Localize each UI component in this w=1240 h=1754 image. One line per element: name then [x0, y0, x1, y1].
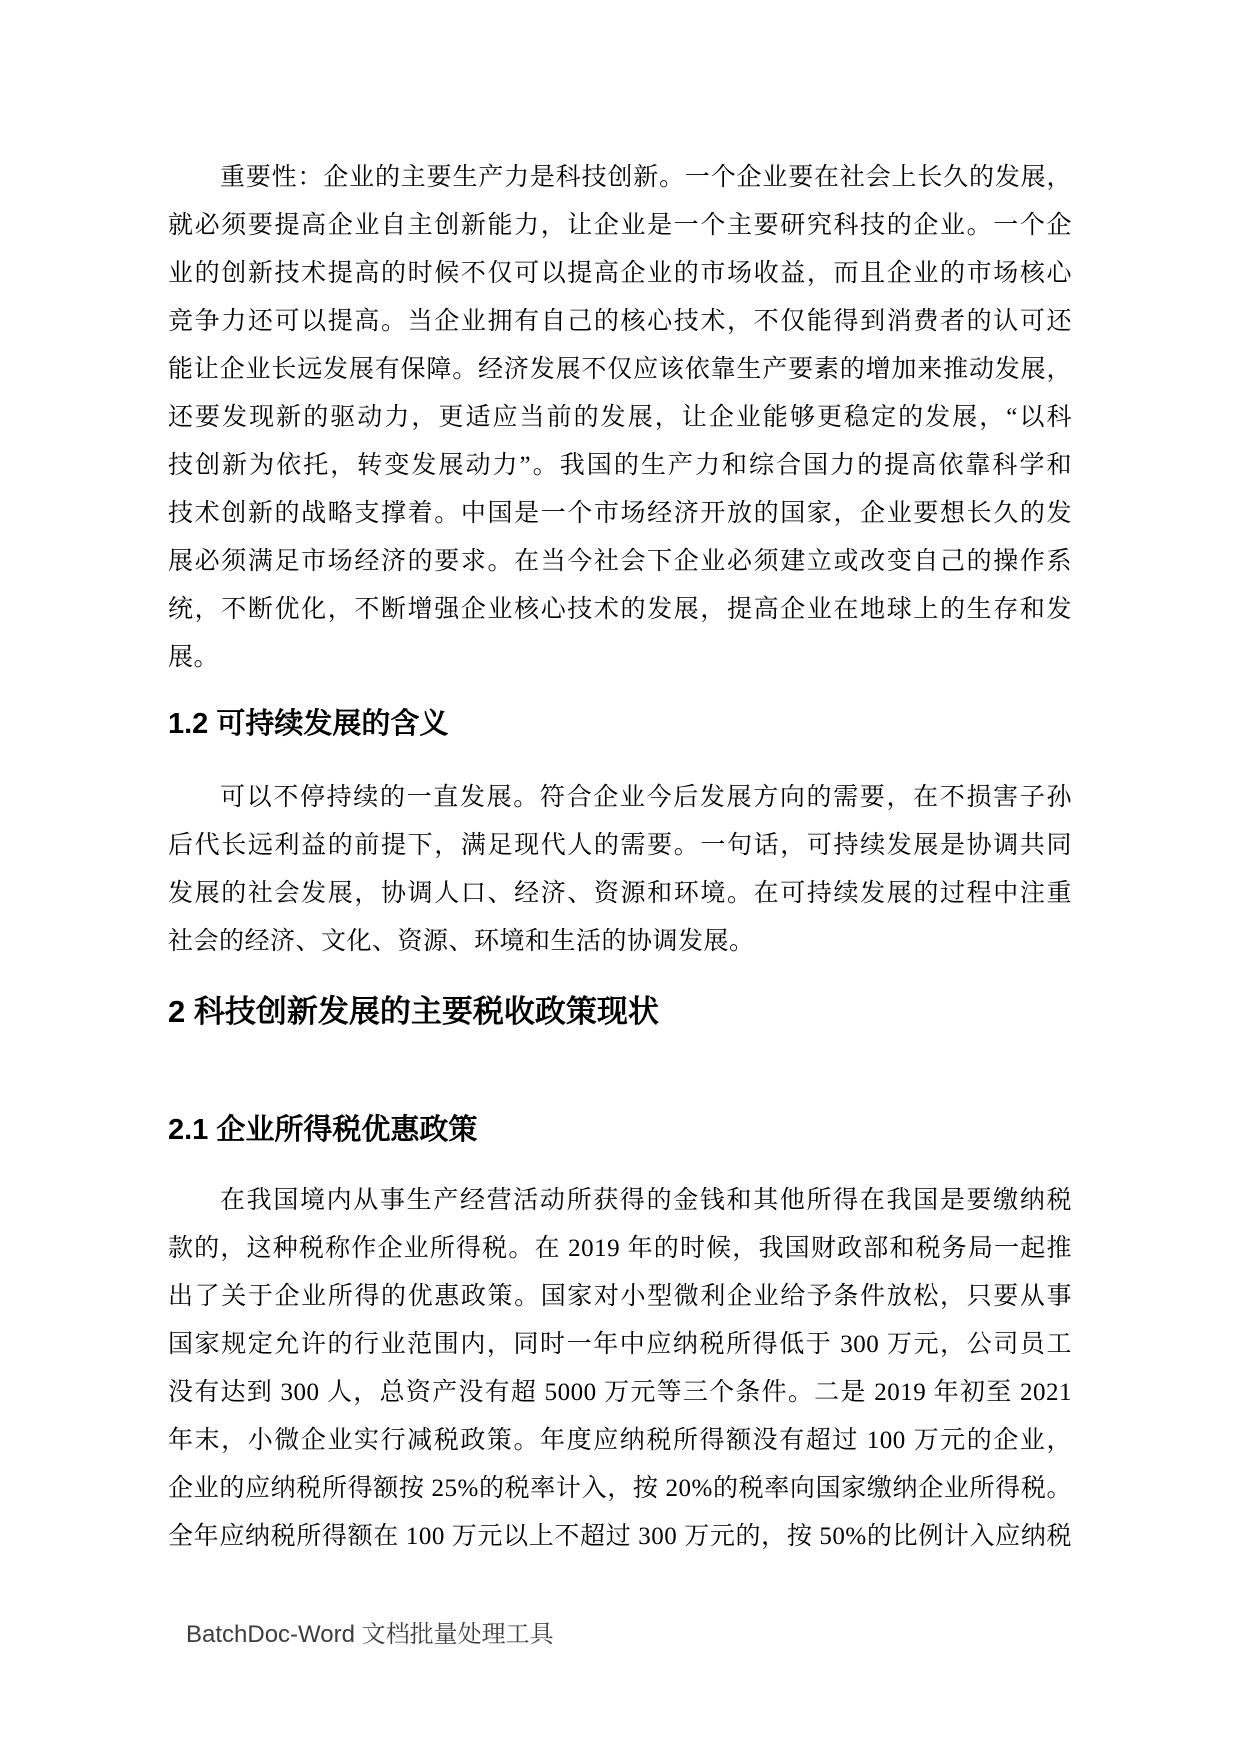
- text-line: 展必须满足市场经济的要求。在当今社会下企业必须建立或改变自己的操作系: [168, 548, 1072, 575]
- text-line: 重要性：企业的主要生产力是科技创新。一个企业要在社会上长久的发展，: [220, 164, 1072, 191]
- text-line: 竞争力还可以提高。当企业拥有自己的核心技术，不仅能得到消费者的认可还: [168, 308, 1072, 335]
- text-line: 没有达到 300 人，总资产没有超 5000 万元等三个条件。二是 2019 年初至 2021: [168, 1379, 1072, 1406]
- text-line: 就必须要提高企业自主创新能力，让企业是一个主要研究科技的企业。一个企: [168, 212, 1072, 239]
- text-line: 款的，这种税称作企业所得税。在 2019 年的时候，我国财政部和税务局一起推: [168, 1235, 1072, 1262]
- text-line: 还要发现新的驱动力，更适应当前的发展，让企业能够更稳定的发展，“以科: [168, 404, 1072, 431]
- text-line: 技术创新的战略支撑着。中国是一个市场经济开放的国家，企业要想长久的发: [168, 500, 1072, 527]
- text-line: 发展的社会发展，协调人口、经济、资源和环境。在可持续发展的过程中注重: [168, 880, 1072, 907]
- paragraph-sustainable-meaning: [168, 774, 1072, 966]
- text-line: 年末，小微企业实行减税政策。年度应纳税所得额没有超过 100 万元的企业，: [168, 1427, 1072, 1454]
- heading-1-2-sustainable-development: 1.2 可持续发展的含义: [168, 708, 449, 740]
- text-line: 社会的经济、文化、资源、环境和生活的协调发展。: [168, 928, 755, 955]
- text-line: 业的创新技术提高的时候不仅可以提高企业的市场收益，而且企业的市场核心: [168, 260, 1072, 287]
- paragraph-income-tax-policy: [168, 1177, 1072, 1561]
- batchdoc-watermark: BatchDoc-Word 文档批量处理工具: [186, 1621, 554, 1648]
- text-line: 展。: [168, 644, 220, 671]
- text-line: 技创新为依托，转变发展动力”。我国的生产力和综合国力的提高依靠科学和: [168, 452, 1072, 479]
- text-line: 统，不断优化，不断增强企业核心技术的发展，提高企业在地球上的生存和发: [168, 596, 1072, 623]
- text-line: 可以不停持续的一直发展。符合企业今后发展方向的需要，在不损害子孙: [220, 784, 1072, 811]
- text-line: 能让企业长远发展有保障。经济发展不仅应该依靠生产要素的增加来推动发展，: [168, 356, 1072, 383]
- text-line: 全年应纳税所得额在 100 万元以上不超过 300 万元的，按 50%的比例计入应纳税: [168, 1523, 1072, 1550]
- paragraph-importance: [168, 154, 1072, 682]
- heading-2-1-income-tax-preference: 2.1 企业所得税优惠政策: [168, 1114, 478, 1146]
- text-line: 企业的应纳税所得额按 25%的税率计入，按 20%的税率向国家缴纳企业所得税。: [168, 1475, 1072, 1502]
- text-line: 在我国境内从事生产经营活动所获得的金钱和其他所得在我国是要缴纳税: [220, 1187, 1072, 1214]
- text-line: 出了关于企业所得的优惠政策。国家对小型微利企业给予条件放松，只要从事: [168, 1283, 1072, 1310]
- text-line: 国家规定允许的行业范围内，同时一年中应纳税所得低于 300 万元，公司员工: [168, 1331, 1072, 1358]
- heading-2-tax-policy-status: 2 科技创新发展的主要税收政策现状: [168, 994, 659, 1029]
- text-line: 后代长远利益的前提下，满足现代人的需要。一句话，可持续发展是协调共同: [168, 832, 1072, 859]
